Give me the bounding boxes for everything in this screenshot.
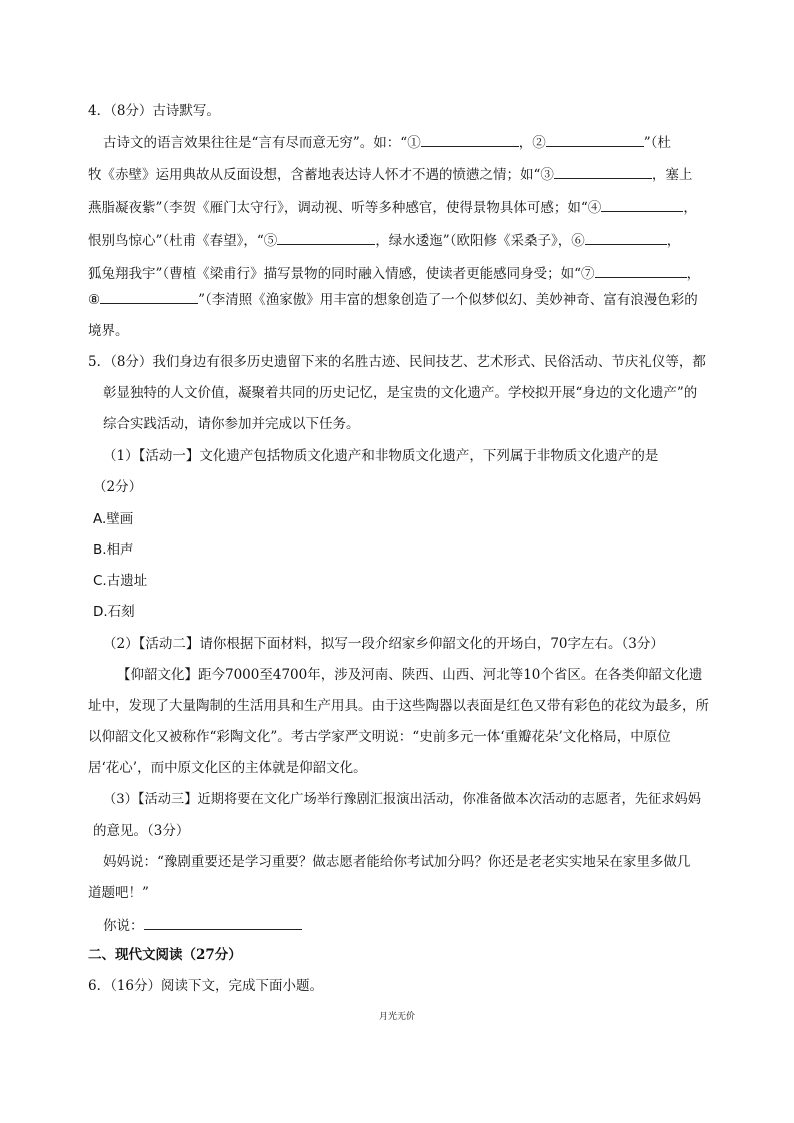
blank-3[interactable] (554, 163, 652, 179)
q4-line-3-text-a: 燕脂凝夜紫”（李贺《雁门太守行》，调动视、听等多种感官，使得景物具体可感；如“④ (88, 200, 602, 216)
q4-line-5-text-a: 狐兔翔我宇”（曹植《梁甫行》描写景物的同时融入情感，使读者更能感同身受；如“⑦ (88, 266, 595, 282)
material-line-1: 【仰韶文化】距今7000至4700年，涉及河南、陕西、山西、河北等10个省区。在各类仰韶文化遗 (117, 667, 703, 683)
q5-intro-line-1: 5．（8分）我们身边有很多历史遗留下来的名胜古迹、民间技艺、艺术形式、民俗活动、节庆礼仪等，都 (88, 354, 706, 370)
activity-2-prompt: （2）【活动二】请你根据下面材料，拟写一段介绍家乡仰韶文化的开场白，70字左右。（3分） (103, 636, 664, 652)
blank-4[interactable] (601, 196, 683, 212)
passage-title: 月光无价 (378, 1012, 415, 1022)
activity-3-line-2: 的意见。（3分） (93, 823, 190, 839)
option-c[interactable]: C.古遗址 (93, 573, 148, 589)
blank-2[interactable] (546, 131, 644, 147)
activity-3-line-1: （3）【活动三】近期将要在文化广场举行豫剧汇报演出活动，你准备做本次活动的志愿者，先征求妈妈 (103, 792, 702, 807)
you-say-line (103, 914, 302, 936)
q6-header: 6．（16分）阅读下文，完成下面小题。 (88, 978, 324, 994)
q4-line-5 (88, 262, 700, 284)
blank-1[interactable] (421, 131, 519, 147)
option-b[interactable]: B.相声 (93, 542, 134, 558)
material-line-4: 居‘花心’，而中原文化区的主体就是仰韶文化。 (88, 760, 367, 776)
q4-line-4-text-b: ，绿水逶迤”（欧阳修《采桑子》，⑥ (375, 233, 585, 249)
q4-line-2-text-a: 牧《赤壁》运用典故从反面设想，含蓄地表达诗人怀才不遇的愤懑之情；如“③ (88, 167, 554, 183)
material-line-3: 以仰韶文化又被称作“彩陶文化”。考古学家严文明说：“史前多元一体‘重瓣花朵’文化格局，中原位 (88, 729, 671, 745)
blank-5[interactable] (277, 229, 375, 245)
blank-6[interactable] (585, 229, 667, 245)
q4-line-1 (103, 131, 671, 153)
option-d[interactable]: D.石刻 (93, 604, 135, 620)
q4-line-2 (88, 163, 692, 185)
q5-intro-line-2: 彰显独特的人文价值，凝聚着共同的历史记忆，是宝贵的文化遗产。学校拟开展“身边的文化遗产”的 (103, 385, 698, 401)
blank-8[interactable] (100, 288, 198, 304)
section-heading: 二、现代文阅读（27分） (88, 947, 242, 963)
q4-line-3 (88, 196, 697, 218)
option-a[interactable]: A.壁画 (93, 511, 134, 527)
q4-line-3-text-b: ， (683, 200, 697, 216)
mom-says-line-1: 妈妈说：“豫剧重要还是学习重要？做志愿者能给你考试加分吗？你还是老老实实地呆在家里多做几 (103, 854, 691, 870)
q4-line-6-text-b: ”（李清照《渔家傲》用丰富的想象创造了一个似梦似幻、美妙神奇、富有浪漫色彩的 (198, 292, 698, 308)
q4-line-4-text-a: 恨别鸟惊心”（杜甫《春望》，“⑤ (88, 233, 278, 249)
q4-line-2-text-b: ，塞上 (651, 167, 693, 183)
q4-line-6 (88, 288, 698, 310)
q4-line-4-text-c: ， (666, 233, 681, 249)
q4-line-4 (88, 229, 680, 251)
q4-line-1-text-a: 古诗文的语言效果往往是“言有尽而意无穷”。如：“① (103, 135, 421, 151)
activity-1-line-1: （1）【活动一】文化遗产包括物质文化遗产和非物质文化遗产，下列属于非物质文化遗产的是 (103, 448, 659, 464)
you-say-label: 你说： (103, 918, 144, 934)
q4-header: 4．（8分）古诗默写。 (88, 103, 220, 119)
you-say-answer-blank[interactable] (144, 914, 302, 930)
q4-line-6-text-a: ⑧ (88, 292, 101, 308)
activity-1-line-2: （2分） (93, 479, 143, 495)
mom-says-line-2: 道题吧！” (88, 885, 149, 901)
q5-intro-line-3: 综合实践活动，请你参加并完成以下任务。 (103, 416, 360, 432)
q4-line-1-text-b: ，② (518, 135, 546, 151)
blank-7[interactable] (595, 262, 687, 278)
q4-line-1-text-c: ”（杜 (643, 135, 671, 151)
q4-line-5-text-b: ， (686, 266, 701, 282)
material-line-2: 址中，发现了大量陶制的生活用具和生产用具。由于这些陶器以表面是红色又带有彩色的花纹为最多，所 (88, 698, 709, 714)
q4-line-7: 境界。 (88, 323, 129, 339)
